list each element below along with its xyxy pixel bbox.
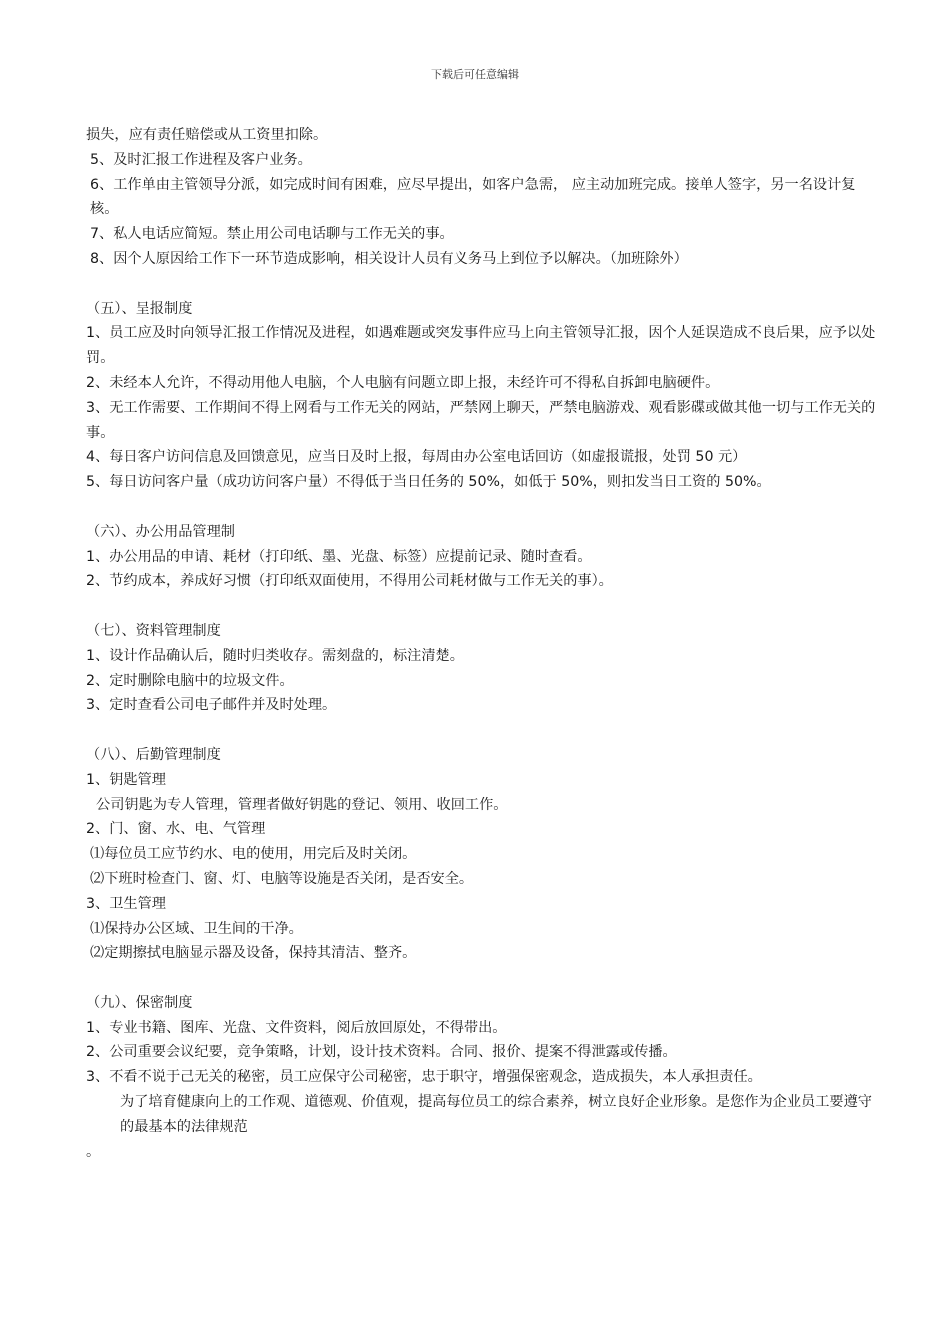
list-item: 3、定时查看公司电子邮件并及时处理。: [86, 697, 337, 714]
list-item: 2、定时删除电脑中的垃圾文件。: [86, 672, 294, 689]
list-item: 4、每日客户访问信息及回馈意见，应当日及时上报，每周由办公室电话回访（如虚报谎报，处罚 50 元）: [86, 449, 747, 466]
list-item: 2、未经本人允许，不得动用他人电脑，个人电脑有问题立即上报，未经许可不得私自拆卸电脑硬件。: [86, 374, 720, 391]
list-item: 2、门、窗、水、电、气管理: [86, 821, 266, 838]
paragraph: 损失，应有责任赔偿或从工资里扣除。: [86, 127, 328, 143]
list-item: 7、私人电话应简短。禁止用公司电话聊与工作无关的事。: [90, 226, 454, 243]
sub-item: ⑵下班时检查门、窗、灯、电脑等设施是否关闭，是否安全。: [90, 870, 474, 887]
list-item: 5、及时汇报工作进程及客户业务。: [90, 151, 312, 168]
spacer: [86, 594, 876, 619]
spacer: [86, 495, 876, 520]
spacer: [86, 718, 876, 743]
sub-item: ⑴保持办公区域、卫生间的干净。: [90, 920, 303, 937]
spacer: [86, 966, 876, 991]
list-item: 2、公司重要会议纪要，竞争策略，计划，设计技术资料。合同、报价、提案不得泄露或传播。: [86, 1044, 677, 1061]
list-item: 8、因个人原因给工作下一环节造成影响，相关设计人员有义务马上到位予以解决。（加班除外）: [90, 250, 688, 267]
list-item: 1、钥匙管理: [86, 771, 166, 788]
spacer: [86, 272, 876, 297]
list-item: 1、设计作品确认后，随时归类收存。需刻盘的，标注清楚。: [86, 647, 464, 664]
section-title: （七）、资料管理制度: [86, 622, 221, 639]
sub-item: 公司钥匙为专人管理，管理者做好钥匙的登记、领用、收回工作。: [96, 796, 508, 813]
sub-item: ⑴每位员工应节约水、电的使用，用完后及时关闭。: [90, 846, 417, 863]
list-item: 1、办公用品的申请、耗材（打印纸、墨、光盘、标签）应提前记录、随时查看。: [86, 548, 592, 565]
page-header: 下载后可任意编辑: [431, 68, 519, 81]
list-item: 3、无工作需要、工作期间不得上网看与工作无关的网站，严禁网上聊天，严禁电脑游戏、观看影碟或做其他一切与工作无关的事。: [86, 399, 876, 441]
list-item: 3、卫生管理: [86, 895, 166, 912]
list-item: 6、工作单由主管领导分派，如完成时间有困难，应尽早提出，如客户急需， 应主动加班完成。接单人签字，另一名设计复核。: [90, 176, 856, 218]
section-title: （八）、后勤管理制度: [86, 746, 221, 763]
list-item: 2、节约成本，养成好习惯（打印纸双面使用，不得用公司耗材做与工作无关的事）。: [86, 573, 613, 590]
section-title: （六）、办公用品管理制: [86, 523, 235, 540]
section-title: （五）、呈报制度: [86, 300, 193, 317]
list-item: 1、专业书籍、图库、光盘、文件资料，阅后放回原处，不得带出。: [86, 1019, 507, 1036]
document-body: [86, 123, 876, 1164]
section-title: （九）、保密制度: [86, 994, 193, 1011]
list-item: 5、每日访问客户量（成功访问客户量）不得低于当日任务的 50%，如低于 50%，则扣发当日工资的 50%。: [86, 474, 771, 491]
list-item: 3、不看不说于己无关的秘密，员工应保守公司秘密，忠于职守，增强保密观念，造成损失，本人承担责任。: [86, 1069, 762, 1086]
closing-paragraph: 为了培育健康向上的工作观、道德观、价值观，提高每位员工的综合素养，树立良好企业形象。是您作为企业员工要遵守的最基本的法律规范: [120, 1094, 872, 1135]
end-mark: 。: [86, 1143, 101, 1160]
list-item: 1、员工应及时向领导汇报工作情况及进程，如遇难题或突发事件应马上向主管领导汇报，因个人延误造成不良后果，应予以处罚。: [86, 325, 876, 367]
sub-item: ⑵定期擦拭电脑显示器及设备，保持其清洁、整齐。: [90, 945, 417, 962]
